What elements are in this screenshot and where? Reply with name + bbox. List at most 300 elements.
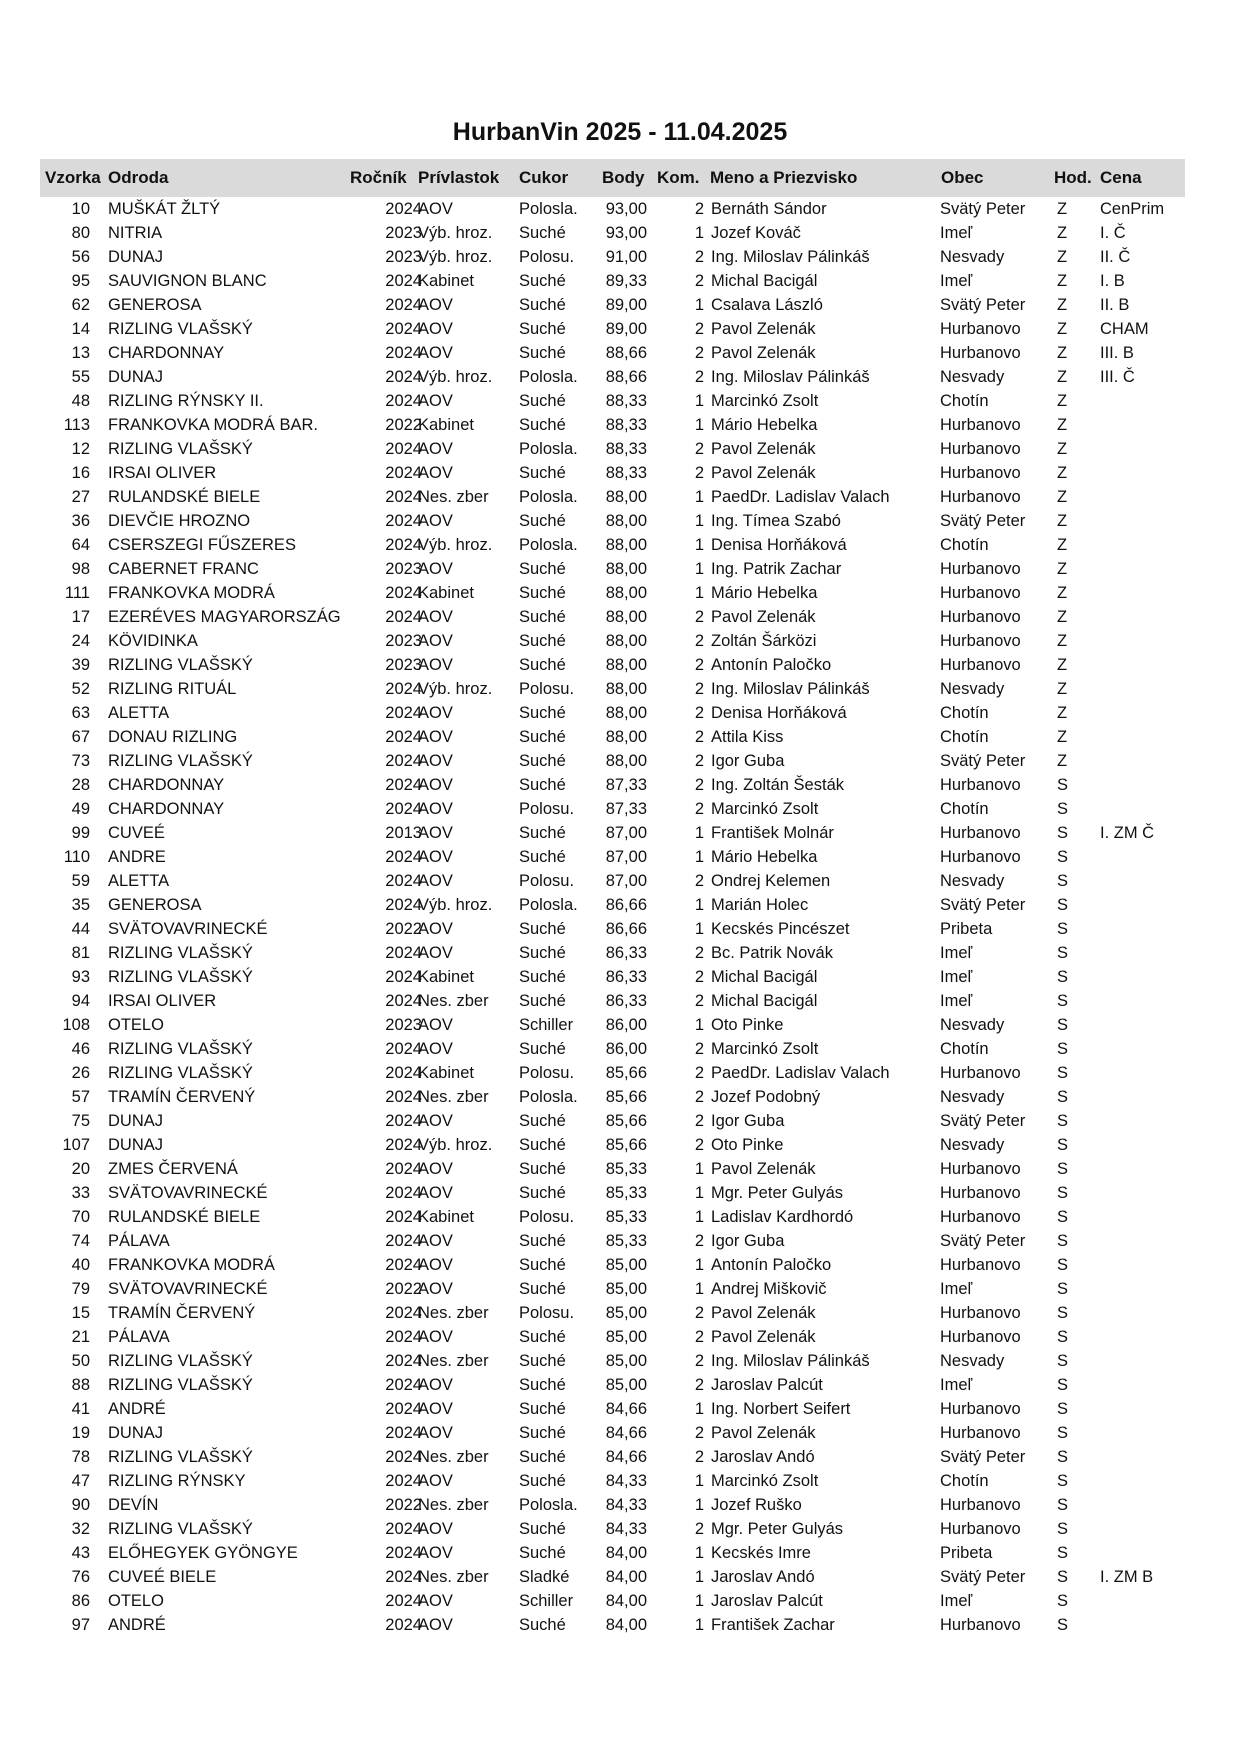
cell-privlastok: Nes. zber bbox=[418, 992, 489, 1010]
cell-kom: 2 bbox=[694, 368, 704, 386]
cell-privlastok: Nes. zber bbox=[418, 1088, 489, 1106]
cell-meno: Ing. Miloslav Pálinkáš bbox=[711, 248, 870, 266]
cell-obec: Hurbanovo bbox=[940, 656, 1021, 674]
cell-rocnik: 2023 bbox=[385, 560, 422, 578]
cell-meno: Andrej Miškovič bbox=[711, 1280, 827, 1298]
cell-cena: I. B bbox=[1100, 272, 1125, 290]
cell-body: 85,00 bbox=[605, 1280, 647, 1298]
cell-body: 86,00 bbox=[605, 1040, 647, 1058]
cell-meno: Ladislav Kardhordó bbox=[711, 1208, 854, 1226]
cell-vzorka: 95 bbox=[71, 272, 90, 290]
cell-privlastok: Výb. hroz. bbox=[418, 248, 493, 266]
cell-kom: 2 bbox=[694, 1136, 704, 1154]
cell-obec: Nesvady bbox=[940, 1352, 1005, 1370]
cell-cukor: Suché bbox=[519, 392, 566, 410]
cell-odroda: CHARDONNAY bbox=[108, 800, 225, 818]
cell-vzorka: 59 bbox=[71, 872, 90, 890]
cell-odroda: ALETTA bbox=[108, 872, 170, 890]
cell-kom: 2 bbox=[694, 1064, 704, 1082]
cell-rocnik: 2023 bbox=[385, 656, 422, 674]
cell-obec: Hurbanovo bbox=[940, 416, 1021, 434]
cell-hod: S bbox=[1057, 920, 1069, 938]
cell-obec: Hurbanovo bbox=[940, 320, 1021, 338]
cell-kom: 1 bbox=[694, 1400, 704, 1418]
cell-hod: S bbox=[1057, 848, 1069, 866]
cell-rocnik: 2022 bbox=[385, 1280, 422, 1298]
cell-rocnik: 2024 bbox=[385, 1256, 422, 1274]
cell-vzorka: 64 bbox=[71, 536, 90, 554]
cell-privlastok: Výb. hroz. bbox=[418, 224, 493, 242]
cell-obec: Pribeta bbox=[940, 920, 993, 938]
cell-kom: 2 bbox=[694, 728, 704, 746]
cell-odroda: DUNAJ bbox=[108, 368, 164, 386]
cell-odroda: RIZLING VLAŠSKÝ bbox=[108, 1376, 253, 1394]
cell-body: 88,00 bbox=[605, 512, 647, 530]
table-row bbox=[40, 293, 1185, 317]
cell-cukor: Suché bbox=[519, 704, 566, 722]
cell-kom: 1 bbox=[694, 1568, 704, 1586]
cell-meno: Jozef Podobný bbox=[711, 1088, 821, 1106]
cell-odroda: SVÄTOVAVRINECKÉ bbox=[108, 1280, 268, 1298]
cell-body: 87,33 bbox=[605, 776, 647, 794]
cell-privlastok: AOV bbox=[418, 440, 453, 458]
cell-hod: Z bbox=[1057, 704, 1068, 722]
cell-rocnik: 2024 bbox=[385, 1544, 422, 1562]
table-row bbox=[40, 389, 1185, 413]
cell-hod: S bbox=[1057, 1424, 1069, 1442]
cell-rocnik: 2024 bbox=[385, 752, 422, 770]
cell-hod: Z bbox=[1057, 392, 1068, 410]
cell-cukor: Suché bbox=[519, 848, 566, 866]
header-rocnik: Ročník bbox=[350, 168, 407, 187]
table-row bbox=[40, 821, 1185, 845]
cell-hod: S bbox=[1057, 1016, 1069, 1034]
table-row bbox=[40, 725, 1185, 749]
cell-odroda: RIZLING VLAŠSKÝ bbox=[108, 752, 253, 770]
cell-hod: Z bbox=[1057, 248, 1068, 266]
cell-hod: S bbox=[1057, 1544, 1069, 1562]
cell-hod: Z bbox=[1057, 320, 1068, 338]
cell-odroda: CSERSZEGI FŰSZERES bbox=[108, 536, 296, 554]
cell-body: 88,00 bbox=[605, 488, 647, 506]
cell-rocnik: 2024 bbox=[385, 1616, 422, 1634]
cell-cukor: Suché bbox=[519, 344, 566, 362]
cell-meno: Bc. Patrik Novák bbox=[711, 944, 833, 962]
cell-obec: Hurbanovo bbox=[940, 440, 1021, 458]
cell-rocnik: 2024 bbox=[385, 1232, 422, 1250]
cell-odroda: RIZLING VLAŠSKÝ bbox=[108, 1448, 253, 1466]
cell-privlastok: AOV bbox=[418, 1112, 453, 1130]
cell-body: 86,33 bbox=[605, 992, 647, 1010]
cell-rocnik: 2024 bbox=[385, 968, 422, 986]
cell-privlastok: AOV bbox=[418, 1592, 453, 1610]
cell-privlastok: Kabinet bbox=[418, 272, 474, 290]
cell-rocnik: 2022 bbox=[385, 920, 422, 938]
cell-meno: Kecskés Pincészet bbox=[711, 920, 850, 938]
cell-meno: Pavol Zelenák bbox=[711, 344, 816, 362]
cell-obec: Hurbanovo bbox=[940, 1496, 1021, 1514]
cell-privlastok: AOV bbox=[418, 1472, 453, 1490]
cell-body: 87,00 bbox=[605, 848, 647, 866]
cell-body: 87,33 bbox=[605, 800, 647, 818]
cell-odroda: RULANDSKÉ BIELE bbox=[108, 488, 261, 506]
cell-privlastok: AOV bbox=[418, 1040, 453, 1058]
cell-rocnik: 2024 bbox=[385, 992, 422, 1010]
cell-kom: 2 bbox=[694, 1376, 704, 1394]
cell-cena: III. Č bbox=[1100, 368, 1135, 386]
cell-privlastok: AOV bbox=[418, 1616, 453, 1634]
table-row bbox=[40, 845, 1185, 869]
cell-hod: S bbox=[1057, 1232, 1069, 1250]
cell-odroda: TRAMÍN ČERVENÝ bbox=[108, 1088, 256, 1106]
cell-meno: Zoltán Šárközi bbox=[711, 632, 817, 650]
cell-cukor: Polosla. bbox=[519, 368, 578, 386]
cell-kom: 1 bbox=[694, 1256, 704, 1274]
cell-body: 88,00 bbox=[605, 536, 647, 554]
cell-obec: Hurbanovo bbox=[940, 1616, 1021, 1634]
cell-odroda: SVÄTOVAVRINECKÉ bbox=[108, 920, 268, 938]
cell-kom: 1 bbox=[694, 1616, 704, 1634]
cell-kom: 1 bbox=[694, 584, 704, 602]
cell-privlastok: Výb. hroz. bbox=[418, 680, 493, 698]
cell-vzorka: 41 bbox=[71, 1400, 90, 1418]
cell-body: 93,00 bbox=[605, 200, 647, 218]
cell-vzorka: 73 bbox=[71, 752, 90, 770]
cell-rocnik: 2024 bbox=[385, 728, 422, 746]
cell-odroda: CUVEÉ bbox=[108, 824, 165, 842]
cell-cena: II. B bbox=[1100, 296, 1130, 314]
cell-hod: Z bbox=[1057, 368, 1068, 386]
cell-rocnik: 2024 bbox=[385, 608, 422, 626]
cell-obec: Nesvady bbox=[940, 1088, 1005, 1106]
cell-obec: Hurbanovo bbox=[940, 824, 1021, 842]
cell-body: 93,00 bbox=[605, 224, 647, 242]
cell-rocnik: 2024 bbox=[385, 584, 422, 602]
cell-obec: Hurbanovo bbox=[940, 488, 1021, 506]
table-row bbox=[40, 1013, 1185, 1037]
cell-body: 88,00 bbox=[605, 680, 647, 698]
cell-body: 88,33 bbox=[605, 440, 647, 458]
cell-hod: S bbox=[1057, 1136, 1069, 1154]
cell-odroda: ANDRÉ bbox=[108, 1616, 166, 1634]
cell-hod: S bbox=[1057, 1112, 1069, 1130]
cell-body: 84,33 bbox=[605, 1496, 647, 1514]
table-row bbox=[40, 1325, 1185, 1349]
cell-hod: S bbox=[1057, 1040, 1069, 1058]
cell-hod: S bbox=[1057, 1472, 1069, 1490]
cell-cukor: Suché bbox=[519, 1232, 566, 1250]
header-cukor: Cukor bbox=[519, 168, 569, 187]
cell-privlastok: Nes. zber bbox=[418, 1448, 489, 1466]
header-body: Body bbox=[602, 168, 645, 187]
table-header bbox=[40, 159, 1185, 197]
cell-vzorka: 44 bbox=[71, 920, 90, 938]
cell-obec: Hurbanovo bbox=[940, 464, 1021, 482]
cell-kom: 2 bbox=[694, 968, 704, 986]
cell-body: 88,33 bbox=[605, 464, 647, 482]
table-row bbox=[40, 629, 1185, 653]
table-body bbox=[40, 197, 1185, 1637]
cell-privlastok: AOV bbox=[418, 560, 453, 578]
cell-vzorka: 43 bbox=[71, 1544, 90, 1562]
table-row bbox=[40, 533, 1185, 557]
cell-kom: 1 bbox=[694, 512, 704, 530]
cell-vzorka: 57 bbox=[71, 1088, 90, 1106]
table-row bbox=[40, 221, 1185, 245]
cell-body: 85,33 bbox=[605, 1208, 647, 1226]
cell-cukor: Suché bbox=[519, 512, 566, 530]
table-row bbox=[40, 773, 1185, 797]
table-row bbox=[40, 1613, 1185, 1637]
cell-body: 85,00 bbox=[605, 1256, 647, 1274]
cell-odroda: EZERÉVES MAGYARORSZÁG bbox=[108, 608, 341, 626]
cell-rocnik: 2024 bbox=[385, 368, 422, 386]
cell-privlastok: Kabinet bbox=[418, 1208, 474, 1226]
cell-meno: Marcinkó Zsolt bbox=[711, 392, 819, 410]
cell-obec: Svätý Peter bbox=[940, 752, 1026, 770]
cell-body: 84,33 bbox=[605, 1472, 647, 1490]
table-row bbox=[40, 701, 1185, 725]
cell-odroda: RIZLING VLAŠSKÝ bbox=[108, 944, 253, 962]
cell-meno: Marcinkó Zsolt bbox=[711, 1472, 819, 1490]
cell-kom: 2 bbox=[694, 776, 704, 794]
cell-privlastok: AOV bbox=[418, 776, 453, 794]
cell-cukor: Polosu. bbox=[519, 1064, 575, 1082]
cell-kom: 2 bbox=[694, 344, 704, 362]
table-row bbox=[40, 1421, 1185, 1445]
cell-rocnik: 2024 bbox=[385, 272, 422, 290]
cell-vzorka: 108 bbox=[62, 1016, 90, 1034]
cell-hod: S bbox=[1057, 800, 1069, 818]
cell-obec: Chotín bbox=[940, 800, 989, 818]
cell-hod: S bbox=[1057, 1400, 1069, 1418]
header-cena: Cena bbox=[1100, 168, 1142, 187]
cell-vzorka: 110 bbox=[63, 848, 90, 866]
cell-obec: Nesvady bbox=[940, 680, 1005, 698]
cell-kom: 2 bbox=[694, 320, 704, 338]
table-row bbox=[40, 677, 1185, 701]
header-vzorka: Vzorka bbox=[45, 168, 101, 187]
table-row bbox=[40, 341, 1185, 365]
cell-hod: Z bbox=[1057, 344, 1068, 362]
cell-vzorka: 62 bbox=[71, 296, 90, 314]
table-row bbox=[40, 1589, 1185, 1613]
cell-meno: Pavol Zelenák bbox=[711, 1328, 816, 1346]
cell-vzorka: 27 bbox=[71, 488, 90, 506]
cell-odroda: SAUVIGNON BLANC bbox=[108, 272, 267, 290]
cell-meno: Attila Kiss bbox=[711, 728, 784, 746]
cell-obec: Svätý Peter bbox=[940, 200, 1026, 218]
cell-vzorka: 74 bbox=[71, 1232, 90, 1250]
cell-body: 85,66 bbox=[605, 1064, 647, 1082]
cell-obec: Hurbanovo bbox=[940, 1424, 1021, 1442]
cell-privlastok: AOV bbox=[418, 1160, 453, 1178]
cell-rocnik: 2024 bbox=[385, 440, 422, 458]
cell-meno: Kecskés Imre bbox=[711, 1544, 811, 1562]
table-row bbox=[40, 1349, 1185, 1373]
cell-obec: Svätý Peter bbox=[940, 896, 1026, 914]
cell-cukor: Polosla. bbox=[519, 536, 578, 554]
cell-cukor: Suché bbox=[519, 416, 566, 434]
cell-hod: S bbox=[1057, 1304, 1069, 1322]
cell-meno: Pavol Zelenák bbox=[711, 440, 816, 458]
cell-kom: 1 bbox=[694, 848, 704, 866]
table-row bbox=[40, 1469, 1185, 1493]
cell-vzorka: 13 bbox=[71, 344, 90, 362]
cell-hod: S bbox=[1057, 824, 1069, 842]
cell-body: 91,00 bbox=[605, 248, 647, 266]
cell-hod: S bbox=[1057, 1280, 1069, 1298]
cell-vzorka: 16 bbox=[71, 464, 90, 482]
table-row bbox=[40, 1541, 1185, 1565]
cell-kom: 2 bbox=[694, 1232, 704, 1250]
cell-meno: Igor Guba bbox=[711, 1112, 785, 1130]
cell-hod: Z bbox=[1057, 680, 1068, 698]
table-row bbox=[40, 1205, 1185, 1229]
cell-cukor: Suché bbox=[519, 920, 566, 938]
cell-meno: Mário Hebelka bbox=[711, 416, 818, 434]
cell-vzorka: 93 bbox=[71, 968, 90, 986]
cell-obec: Imeľ bbox=[940, 224, 973, 242]
table-row bbox=[40, 797, 1185, 821]
cell-vzorka: 80 bbox=[71, 224, 90, 242]
cell-hod: Z bbox=[1057, 728, 1068, 746]
cell-body: 88,33 bbox=[605, 416, 647, 434]
cell-rocnik: 2023 bbox=[385, 224, 422, 242]
cell-kom: 1 bbox=[694, 1496, 704, 1514]
table-row bbox=[40, 1229, 1185, 1253]
cell-privlastok: AOV bbox=[418, 656, 453, 674]
cell-vzorka: 86 bbox=[71, 1592, 90, 1610]
cell-rocnik: 2024 bbox=[385, 1592, 422, 1610]
cell-body: 88,00 bbox=[605, 608, 647, 626]
header-odroda: Odroda bbox=[108, 168, 169, 187]
cell-vzorka: 17 bbox=[71, 608, 90, 626]
cell-cukor: Suché bbox=[519, 320, 566, 338]
cell-rocnik: 2024 bbox=[385, 1400, 422, 1418]
cell-odroda: PÁLAVA bbox=[108, 1232, 170, 1250]
cell-meno: Jaroslav Palcút bbox=[711, 1592, 823, 1610]
cell-vzorka: 113 bbox=[63, 416, 90, 434]
cell-rocnik: 2024 bbox=[385, 1328, 422, 1346]
cell-obec: Pribeta bbox=[940, 1544, 993, 1562]
cell-rocnik: 2024 bbox=[385, 344, 422, 362]
cell-cukor: Polosu. bbox=[519, 1208, 575, 1226]
table-row bbox=[40, 509, 1185, 533]
header-privlastok: Prívlastok bbox=[418, 168, 500, 187]
cell-meno: Michal Bacigál bbox=[711, 272, 818, 290]
cell-rocnik: 2024 bbox=[385, 1424, 422, 1442]
table-row bbox=[40, 1037, 1185, 1061]
cell-rocnik: 2024 bbox=[385, 464, 422, 482]
cell-obec: Imeľ bbox=[940, 944, 973, 962]
cell-cukor: Suché bbox=[519, 752, 566, 770]
cell-kom: 2 bbox=[694, 680, 704, 698]
page-title: HurbanVin 2025 - 11.04.2025 bbox=[452, 118, 788, 146]
cell-kom: 1 bbox=[694, 560, 704, 578]
cell-body: 84,00 bbox=[605, 1592, 647, 1610]
cell-rocnik: 2024 bbox=[385, 1160, 422, 1178]
cell-obec: Svätý Peter bbox=[940, 1232, 1026, 1250]
cell-cukor: Suché bbox=[519, 1472, 566, 1490]
cell-odroda: DONAU RIZLING bbox=[108, 728, 238, 746]
table-row bbox=[40, 1493, 1185, 1517]
cell-rocnik: 2024 bbox=[385, 896, 422, 914]
cell-vzorka: 24 bbox=[71, 632, 90, 650]
cell-body: 88,00 bbox=[605, 656, 647, 674]
cell-privlastok: Nes. zber bbox=[418, 1496, 489, 1514]
cell-meno: Ing. Miloslav Pálinkáš bbox=[711, 368, 870, 386]
cell-odroda: FRANKOVKA MODRÁ bbox=[108, 1256, 275, 1274]
cell-hod: Z bbox=[1057, 416, 1068, 434]
cell-body: 89,00 bbox=[605, 320, 647, 338]
cell-rocnik: 2024 bbox=[385, 1376, 422, 1394]
cell-vzorka: 81 bbox=[71, 944, 90, 962]
cell-rocnik: 2024 bbox=[385, 1112, 422, 1130]
cell-cukor: Sladké bbox=[519, 1568, 570, 1586]
cell-privlastok: Nes. zber bbox=[418, 1568, 489, 1586]
cell-privlastok: AOV bbox=[418, 872, 453, 890]
cell-hod: Z bbox=[1057, 584, 1068, 602]
cell-odroda: IRSAI OLIVER bbox=[108, 464, 217, 482]
cell-hod: Z bbox=[1057, 656, 1068, 674]
cell-cukor: Suché bbox=[519, 464, 566, 482]
cell-odroda: PÁLAVA bbox=[108, 1328, 170, 1346]
cell-rocnik: 2024 bbox=[385, 944, 422, 962]
header-hod: Hod. bbox=[1054, 168, 1092, 187]
cell-vzorka: 33 bbox=[71, 1184, 90, 1202]
cell-meno: Ondrej Kelemen bbox=[711, 872, 831, 890]
cell-obec: Imeľ bbox=[940, 272, 973, 290]
cell-hod: Z bbox=[1057, 440, 1068, 458]
cell-odroda: NITRIA bbox=[108, 224, 163, 242]
cell-vzorka: 94 bbox=[71, 992, 90, 1010]
cell-body: 86,66 bbox=[605, 920, 647, 938]
table-row bbox=[40, 653, 1185, 677]
cell-cukor: Suché bbox=[519, 1400, 566, 1418]
cell-cukor: Suché bbox=[519, 296, 566, 314]
cell-odroda: SVÄTOVAVRINECKÉ bbox=[108, 1184, 268, 1202]
cell-odroda: DUNAJ bbox=[108, 1424, 164, 1442]
cell-cukor: Suché bbox=[519, 1520, 566, 1538]
cell-meno: Pavol Zelenák bbox=[711, 320, 816, 338]
cell-meno: Jozef Ruško bbox=[711, 1496, 802, 1514]
cell-obec: Chotín bbox=[940, 704, 989, 722]
cell-cukor: Polosu. bbox=[519, 872, 575, 890]
cell-meno: Jaroslav Andó bbox=[711, 1448, 815, 1466]
cell-cena: II. Č bbox=[1100, 248, 1131, 266]
cell-kom: 2 bbox=[694, 464, 704, 482]
table-row bbox=[40, 1373, 1185, 1397]
cell-rocnik: 2024 bbox=[385, 680, 422, 698]
cell-vzorka: 46 bbox=[71, 1040, 90, 1058]
cell-meno: Jaroslav Andó bbox=[711, 1568, 815, 1586]
cell-meno: Igor Guba bbox=[711, 752, 785, 770]
cell-cukor: Schiller bbox=[519, 1592, 574, 1610]
cell-body: 89,00 bbox=[605, 296, 647, 314]
cell-rocnik: 2024 bbox=[385, 800, 422, 818]
cell-cukor: Polosu. bbox=[519, 800, 575, 818]
cell-hod: Z bbox=[1057, 512, 1068, 530]
cell-vzorka: 21 bbox=[71, 1328, 90, 1346]
cell-hod: S bbox=[1057, 1256, 1069, 1274]
cell-privlastok: AOV bbox=[418, 320, 453, 338]
cell-meno: František Zachar bbox=[711, 1616, 835, 1634]
cell-odroda: FRANKOVKA MODRÁ bbox=[108, 584, 275, 602]
cell-obec: Nesvady bbox=[940, 1016, 1005, 1034]
cell-privlastok: AOV bbox=[418, 392, 453, 410]
cell-body: 88,66 bbox=[605, 344, 647, 362]
